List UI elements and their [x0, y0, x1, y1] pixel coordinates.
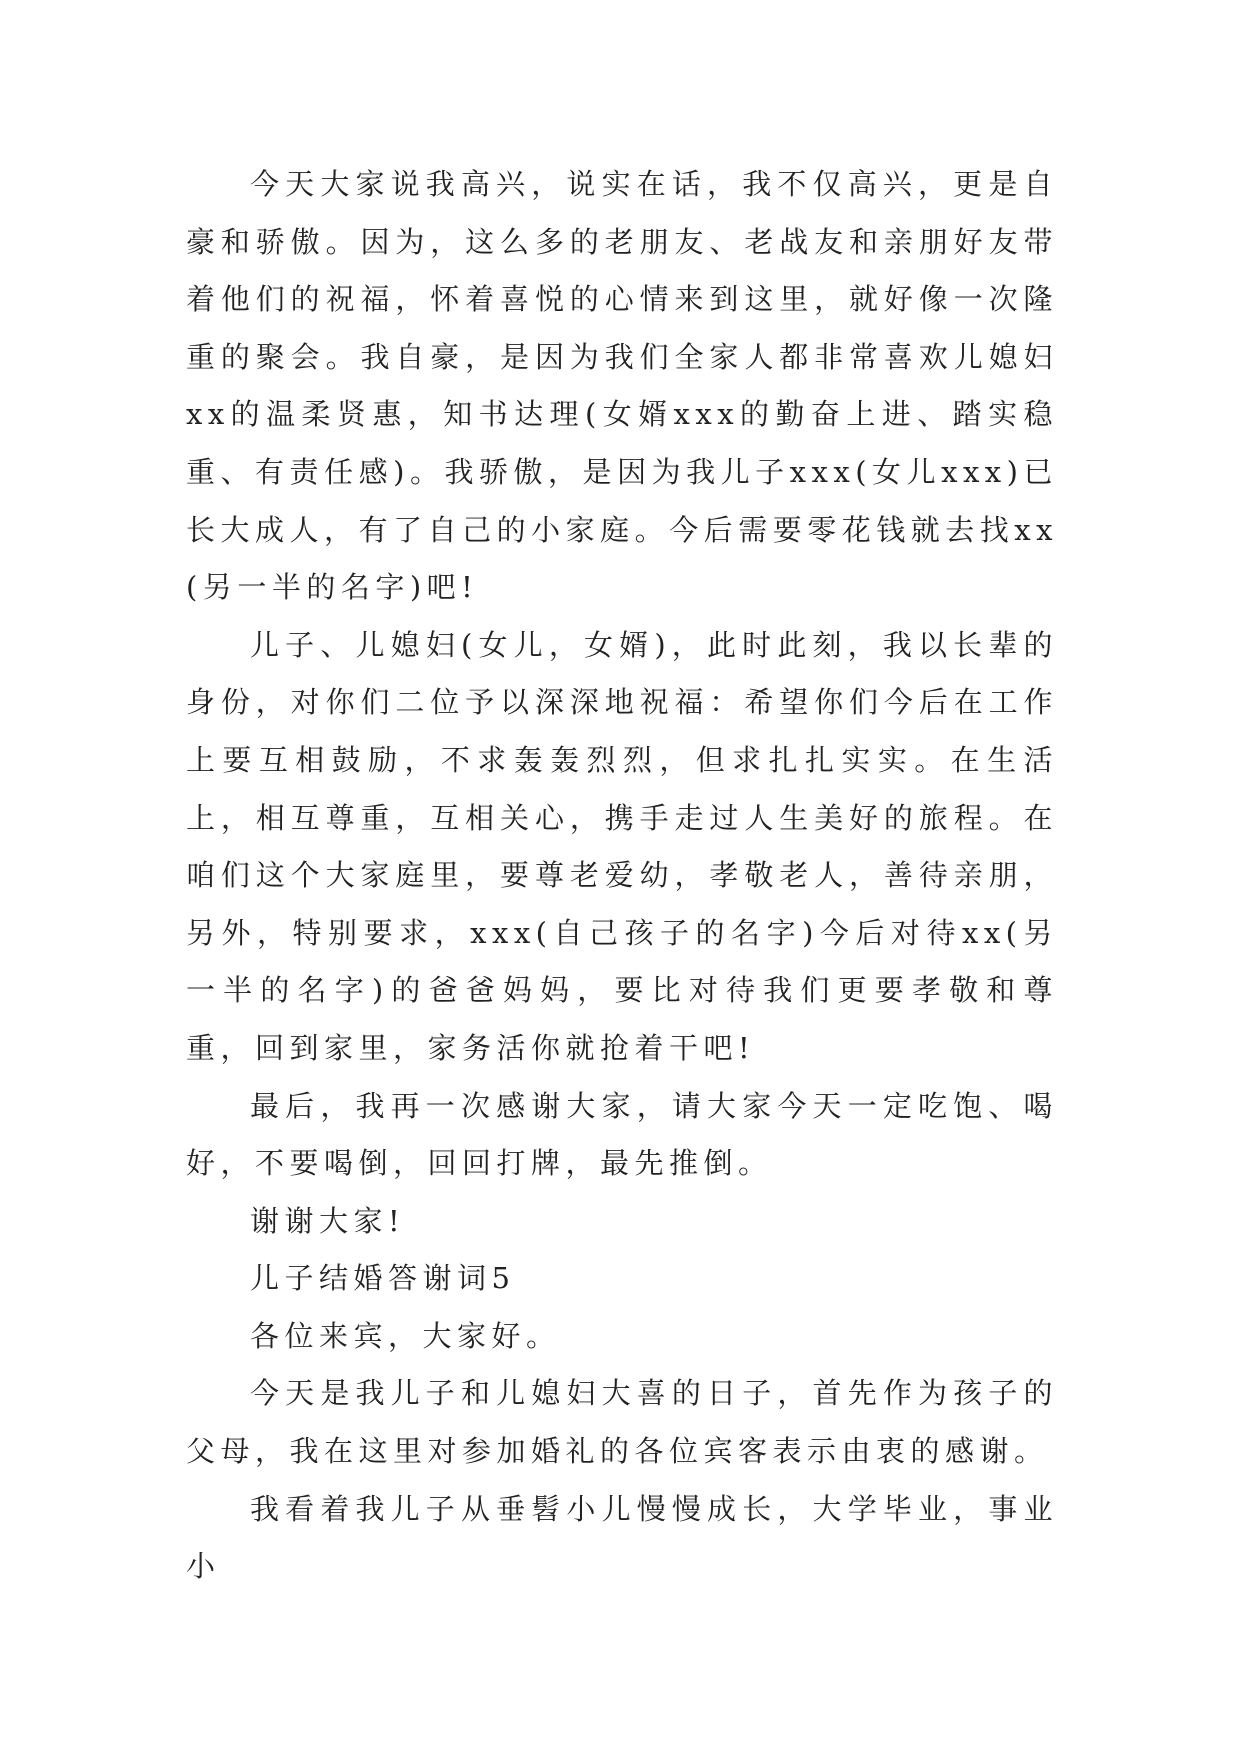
paragraph-4: 谢谢大家! — [250, 1203, 406, 1238]
paragraph-8: 我看着我儿子从垂髫小儿慢慢成长，大学毕业，事业小 — [186, 1491, 1058, 1584]
paragraph-1: 今天大家说我高兴，说实在话，我不仅高兴，更是自豪和骄傲。因为，这么多的老朋友、老战友和亲朋好友带着他们的祝福，怀着喜悦的心情来到这里，就好像一次隆重的聚会。我自豪，是因为我们全家人都非常喜欢儿媳妇xx的温柔贤惠，知书达理(女婿xxx的勤奋上进、踏实稳重、有责任感)。我骄傲，是因为我儿子xxx(女儿xxx)已长大成人，有了自己的小家庭。今后需要零花钱就去找xx(另一半的名字)吧! — [186, 167, 1058, 605]
paragraph-3: 最后，我再一次感谢大家，请大家今天一定吃饱、喝好，不要喝倒，回回打牌，最先推倒。 — [186, 1088, 1058, 1181]
document-body — [186, 156, 1058, 1596]
paragraph-7: 今天是我儿子和儿媳妇大喜的日子，首先作为孩子的父母，我在这里对参加婚礼的各位宾客表示由衷的感谢。 — [186, 1376, 1058, 1469]
paragraph-2: 儿子、儿媳妇(女儿，女婿)，此时此刻，我以长辈的身份，对你们二位予以深深地祝福：希望你们今后在工作上要互相鼓励，不求轰轰烈烈，但求扎扎实实。在生活上，相互尊重，互相关心，携手走过人生美好的旅程。在咱们这个大家庭里，要尊老爱幼，孝敬老人，善待亲朋，另外，特别要求，xxx(自己孩子的名字)今后对待xx(另一半的名字)的爸爸妈妈，要比对待我们更要孝敬和尊重，回到家里，家务活你就抢着干吧! — [186, 627, 1058, 1065]
section-heading: 儿子结婚答谢词5 — [250, 1261, 516, 1296]
paragraph-6: 各位来宾，大家好。 — [250, 1318, 561, 1353]
